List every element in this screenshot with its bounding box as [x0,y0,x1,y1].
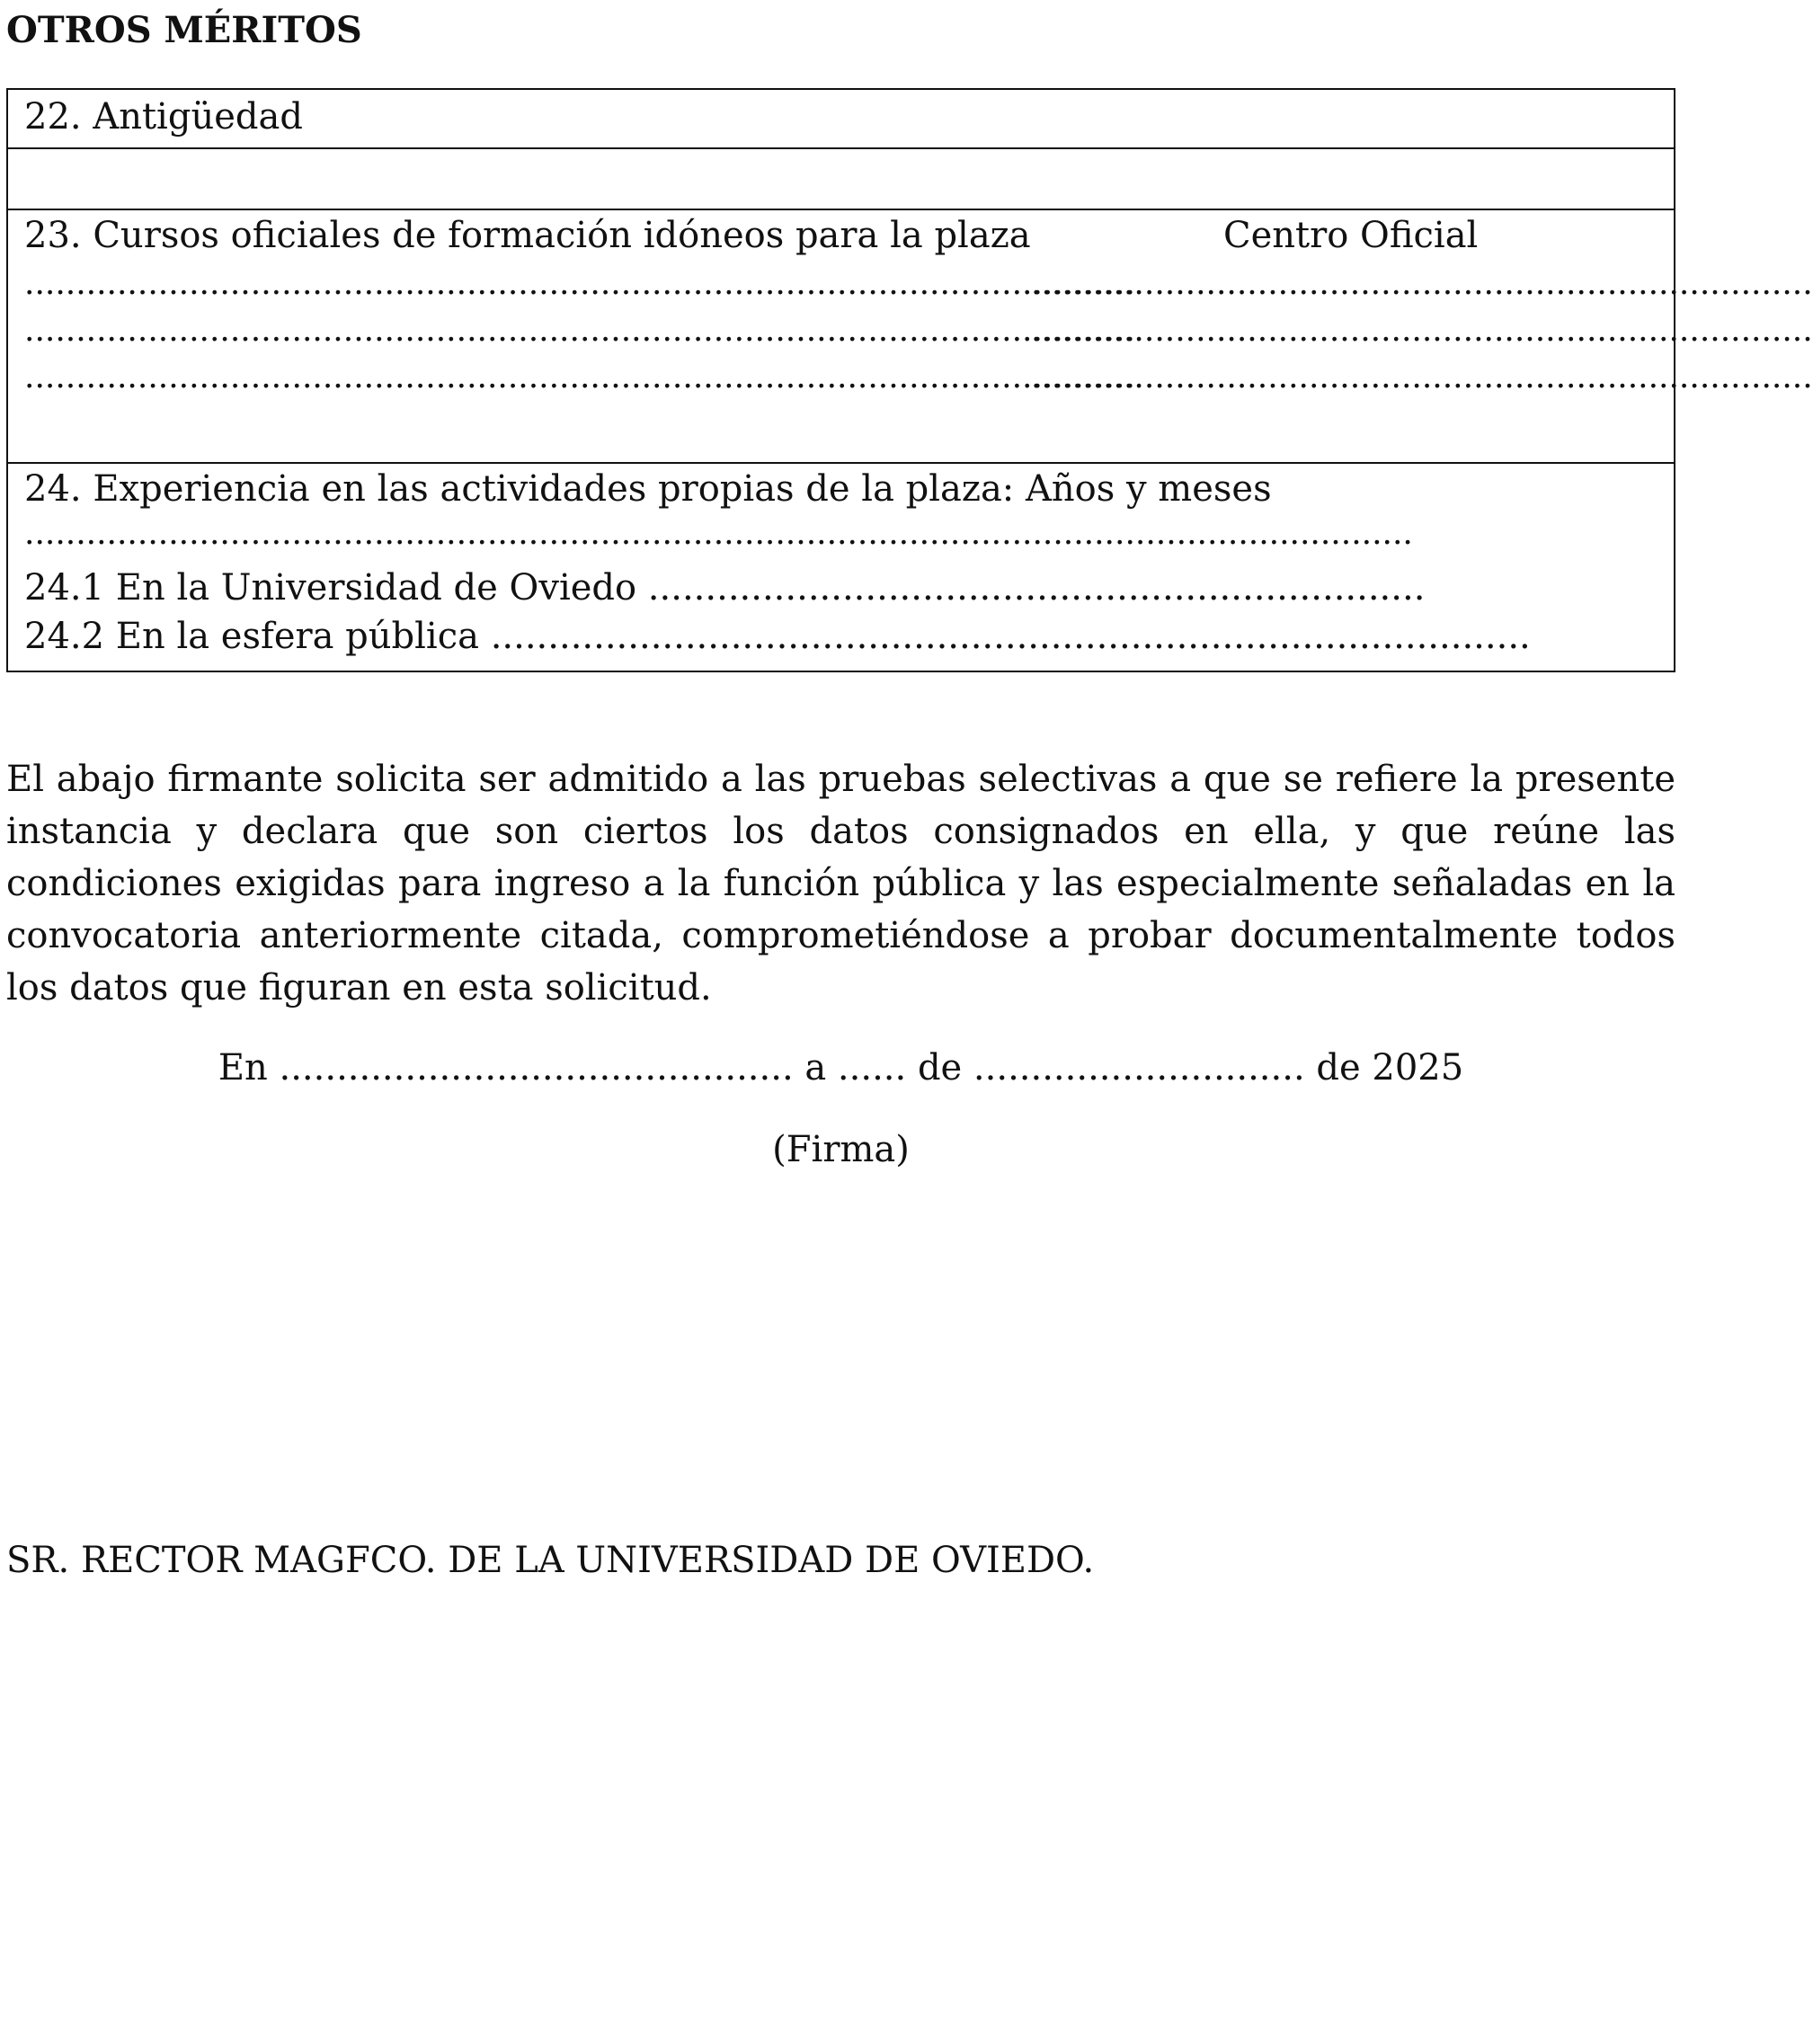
item-23-box [6,209,1813,464]
section-title: OTROS MÉRITOS [6,9,362,51]
item-23-label: 23. Cursos oficiales de formación idóneos para la plaza [24,215,1031,256]
item-24-box [6,462,1675,672]
item-23-centro-line-2[interactable]: ............................................................................ [1031,312,1813,349]
item-23-centro-line-3[interactable]: ............................................................................ [1031,359,1813,395]
item-24-years-months-line[interactable]: ....................................................................................................................................... [24,515,1413,552]
item-24-label: 24. Experiencia en las actividades propias de la plaza: Años y meses [24,468,1272,510]
addressee: SR. RECTOR MAGFCO. DE LA UNIVERSIDAD DE OVIEDO. [6,1540,1095,1581]
signature-label: (Firma) [772,1129,910,1170]
item-22-box [6,88,1675,149]
item-23-course-line-2[interactable]: ............................................................................................................ [24,312,1135,349]
place-date-line[interactable]: En ............................................. a ...... de ............................. de 2025 [218,1047,1464,1089]
declaration-paragraph: El abajo firmante solicita ser admitido a las pruebas selectivas a que se refiere la presente instancia y declara que son ciertos los datos consignados en ella, y que reúne las condiciones exigidas para ingreso a la función pública y las especialmente señaladas en la convocatoria anteriormente citada, comprometiéndose a probar documentalmente todos los datos que figuran en esta solicitud. [6,759,1675,1009]
item-24-1-universidad-oviedo[interactable]: 24.1 En la Universidad de Oviedo .................................................................... [24,567,1426,609]
item-23-course-line-3[interactable]: ............................................................................................................ [24,359,1135,395]
item-24-2-esfera-publica[interactable]: 24.2 En la esfera pública ........................................................................................... [24,616,1531,657]
item-23-course-line-1[interactable]: ............................................................................................................ [24,265,1135,302]
item-23-centro-line-1[interactable]: ............................................................................ [1031,265,1813,302]
item-22-value-box[interactable] [6,147,1675,210]
item-22-label: 22. Antigüedad [24,96,303,138]
item-23-centro-oficial-header: Centro Oficial [1223,215,1479,256]
